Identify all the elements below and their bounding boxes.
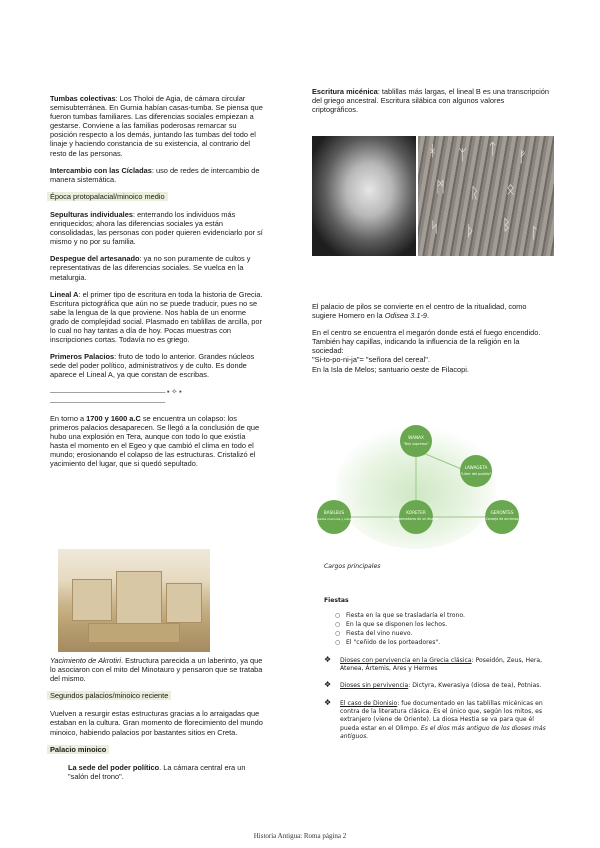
term-fecha: 1700 y 1600 a.C	[86, 413, 141, 423]
section-heading-protopalacial: Época protopalacial/minoico medio	[47, 192, 168, 201]
term-lineal-a: Lineal A	[50, 289, 79, 299]
node-wanax-sub: "Rey supremo"	[403, 442, 429, 446]
paragraph-sede	[50, 763, 265, 781]
paragraph-tumbas	[50, 94, 265, 158]
text-dioses-pervivencia: : Poseidón, Zeus, Hera, Atenea, Ártemis, Ares y Hermes	[340, 656, 543, 673]
node-wanax	[400, 425, 432, 457]
node-basileus-sub: Autoridades menores y soberanos	[308, 517, 360, 521]
right-column-top	[312, 87, 552, 122]
node-koreter-sub: Gobernadores de un distrito	[393, 517, 439, 521]
term-tumbas: Tumbas colectivas	[50, 94, 116, 103]
section-heading-segundos: Segundos palacios/minoico reciente	[47, 691, 171, 700]
paragraph-intercambio	[50, 166, 265, 184]
paragraph-megaron	[312, 328, 552, 373]
node-koreter-title: KORETER	[406, 510, 426, 515]
text-caso-dionisio: : fue documentado en las tablillas micénicas en contra de la literatura clásica. Es el único que, según los mitos, es extranjero (viene de Oriente). La diosa Hestia se va para que él pueda estar en el Olimpo.	[340, 699, 543, 732]
text-colapso-c: se encuentra un colapso: los primeros palacios desaparecen. Se llegó a la conclusión de que hubo una explosión en Tera, aunque con todo lo que existía hasta el momento en el Egeo y que cambió el clima en todo el mundo; erosionando el colapso de las estructuras. Cristalizó el yacimiento del lugar, que si quedó sepultado.	[50, 413, 260, 469]
ornamental-divider: ———————————————— ▪ ✧ ▪ ————————————————	[50, 387, 182, 406]
ref-odisea: Odisea 3.1-9	[384, 311, 428, 321]
text-tumbas: : Los Tholoi de Agia, de cámara circular semisubterránea. En Gurnia habían casas-tumba. Se piensa que fueron tumbas familiares. Las diferencias sociales empiezan a gestarse. Conviene a las familias poderosas remarcar su posición respecto a los demás, juntando las tumbas del todo el linaje y haciendo constancia de su existencia, al contrario del resto de las personas.	[50, 94, 263, 158]
portrait-photo	[312, 136, 416, 256]
text-megaron: En el centro se encuentra el megarón donde está el fuego encendido. También hay capillas, indicando la influencia de la religión en la sociedad:	[312, 328, 541, 356]
tablet-glyph: ᚠ	[518, 148, 528, 166]
paragraph-sepulturas	[50, 210, 265, 246]
ruin-wall	[88, 623, 180, 643]
term-sede: La sede del poder político	[68, 762, 160, 772]
diamond-bullet-icon: ❖	[324, 654, 332, 664]
paragraph-palacios	[50, 352, 265, 379]
fiestas-heading: Fiestas	[324, 597, 349, 605]
akrotiri-ruins-image	[58, 549, 210, 652]
text-dioses-sin-pervivencia: : Dictyra, Kwerasiya (diosa de tea), Potnias.	[408, 682, 542, 690]
text-lineal-a: : el primer tipo de escritura en toda la historia de Grecia. Escritura pictográfica que aún no se puede traducir, pues no se sabe la lengua de la que proviene. Nos habla de un enorme grado de complejidad social. Plasmado en tablillas de arcilla, por lo cual no hay tantas a día de hoy. Pocas muestras con inscripciones cortas. Todavía no es griego.	[50, 289, 263, 345]
paragraph-resurgir: Vuelven a resurgir estas estructuras gracias a lo arraigadas que estaban en la cultura. Gran momento de florecimiento del mundo minoico, habiendo palacios por bastantes sitios en Creta.	[50, 709, 263, 737]
text-pilos-b: .	[427, 311, 430, 321]
text-pilos-a: El palacio de pilos se convierte en el centro de la ritualidad, como sugiere Homero en la	[312, 302, 527, 321]
list-item: ○ Fiesta del vino nuevo.	[346, 630, 554, 638]
tablet-glyph: ᛉ	[458, 146, 468, 164]
term-artesanado: Despegue del artesanado	[50, 254, 140, 264]
tablet-glyph: ᚼ	[428, 142, 438, 160]
node-lawageta-sub: "Líder del pueblo"	[460, 472, 492, 476]
ruin-wall	[72, 579, 112, 621]
text-artesanado: : ya no son puramente de cultos y representativas de las diferencias sociales. Se vuelca en la metalurgia.	[50, 254, 251, 282]
list-item: ○ En la que se disponen los lechos.	[346, 621, 554, 629]
caption-akrotiri	[50, 656, 265, 683]
term-palacios: Primeros Palacios	[50, 352, 115, 362]
tablet-glyph: ᛚ	[530, 224, 540, 242]
paragraph-artesanado	[50, 254, 265, 281]
tablet-glyph: ᛋ	[430, 218, 440, 236]
ruin-wall	[166, 583, 202, 623]
term-intercambio: Intercambio con las Cícladas	[50, 165, 152, 175]
text-colapso-a: En torno a	[50, 413, 87, 423]
dioses-sin-pervivencia	[324, 682, 554, 690]
paragraph-pilos	[312, 302, 552, 320]
tablet-glyph: ᚦ	[466, 222, 476, 240]
node-lawageta-title: LAWAGETA	[464, 465, 488, 470]
page-footer: Historia Antigua: Roma página 2	[253, 832, 347, 840]
section-heading-palacio: Palacio minoico	[47, 745, 109, 754]
list-item: ○ El "ceñido de los porteadores".	[346, 639, 554, 647]
left-column-lower	[50, 656, 265, 789]
tablet-glyph: ᛟ	[506, 180, 516, 198]
caption-akrotiri-title: Yacimiento de Akrotiri	[50, 656, 122, 665]
text-melos: En la Isla de Melos; santuario oeste de Filacopi.	[312, 364, 469, 374]
dioses-pervivencia	[324, 654, 554, 674]
linear-b-tablet-photo	[418, 136, 554, 256]
text-sede: . La cámara central era un "salón del trono".	[68, 762, 246, 781]
term-sepulturas: Sepulturas individuales	[50, 209, 133, 219]
right-column-lower	[324, 563, 554, 750]
node-circle	[460, 455, 492, 487]
ruin-wall	[116, 571, 162, 625]
paragraph-micenica	[312, 87, 552, 114]
caption-akrotiri-text: . Estructura parecida a un laberinto, ya que lo asociaron con el mito del Minotauro y pensaron que se trataba del mismo.	[50, 656, 263, 684]
tablet-glyph: ᛏ	[488, 140, 498, 158]
tablet-glyph: ᛒ	[502, 216, 512, 234]
term-dioses-sin-pervivencia: Dioses sin pervivencia	[340, 682, 409, 690]
list-item: ○ Fiesta en la que se trasladaría el trono.	[346, 612, 554, 620]
diamond-bullet-icon: ❖	[324, 697, 332, 707]
text-micenica: : tablillas más largas, el lineal B es una transcripción del griego ancestral. Escritura silábica con algunos valores criptográficos.	[312, 87, 550, 115]
fiestas-list	[324, 612, 554, 648]
node-circle	[400, 425, 432, 457]
text-dionisio-italic: Es el dios más antiguo de los dioses más antiguos.	[340, 724, 546, 740]
term-caso-dionisio: El caso de Dionisio	[340, 699, 398, 707]
text-intercambio: : uso de redes de intercambio de manera sistemática.	[50, 165, 260, 184]
diagram-caption: Cargos principales	[324, 563, 381, 570]
caso-dionisio	[324, 697, 554, 741]
node-gerontes	[485, 500, 519, 534]
term-dioses-pervivencia: Dioses con pervivencia en la Grecia clásica	[340, 656, 472, 664]
text-quote: "Si-to-po-ni-ja"= "señora del cereal".	[312, 355, 430, 365]
node-wanax-title: WANAX	[408, 435, 424, 440]
node-gerontes-title: GERONTES	[490, 510, 514, 515]
paragraph-lineal-a	[50, 290, 265, 345]
tablet-glyph: ᛗ	[436, 178, 446, 196]
text-sepulturas: : enterrando los individuos más enriquecidos; ahora las diferencias sociales ya están consolidadas, las personas con poder quieren evidenciarlo por sí mismo y no por su familia.	[50, 209, 263, 247]
term-micenica: Escritura micénica	[312, 87, 378, 96]
text-palacios: : fruto de todo lo anterior. Grandes núcleos sede del poder político, administrativos y de culto. Es donde aparece el Lineal A, ya que constan de escribas.	[50, 352, 255, 380]
node-basileus-title: BASILEUS	[323, 510, 345, 515]
paragraph-colapso	[50, 414, 265, 469]
node-lawageta	[460, 455, 492, 487]
left-column	[50, 94, 265, 476]
right-column-middle	[312, 302, 552, 382]
node-gerontes-sub: Consejo de ancianos	[485, 517, 519, 521]
tablet-glyph: ᚱ	[470, 184, 480, 202]
diamond-bullet-icon: ❖	[324, 680, 332, 690]
cargos-diagram	[306, 405, 556, 557]
